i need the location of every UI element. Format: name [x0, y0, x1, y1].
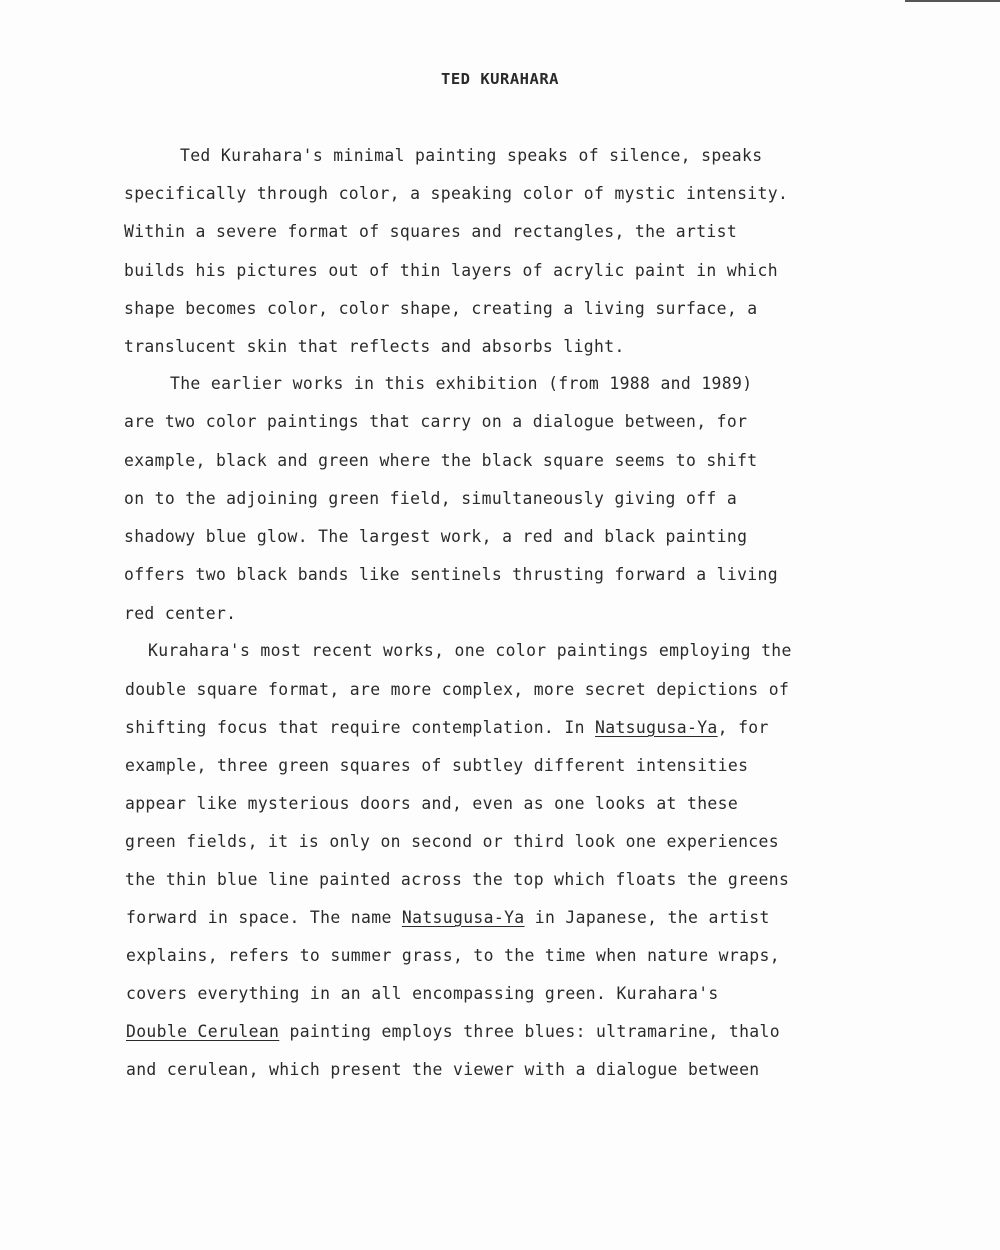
text-line: appear like mysterious doors and, even as one looks at these	[125, 794, 739, 813]
text-line: double square format, are more complex, more secret depictions of	[125, 680, 790, 699]
text-line: Ted Kurahara's minimal painting speaks of silence, speaks	[180, 146, 763, 165]
text-line: shadowy blue glow. The largest work, a red and black painting	[124, 527, 748, 546]
text-line: and cerulean, which present the viewer with a dialogue between	[126, 1060, 760, 1079]
text-line: green fields, it is only on second or third look one experiences	[125, 832, 779, 851]
text-run: painting employs three blues: ultramarine, thalo	[279, 1022, 780, 1041]
text-line: explains, refers to summer grass, to the time when nature wraps,	[126, 946, 780, 965]
text-line: covers everything in an all encompassing green. Kurahara's	[126, 984, 719, 1003]
text-run: shifting focus that require contemplation. In	[125, 718, 596, 737]
corner-rule	[905, 0, 1000, 2]
text-run: in Japanese, the artist	[524, 908, 770, 927]
artwork-title-double-cerulean: Double Cerulean	[126, 1022, 280, 1041]
text-run: forward in space. The name	[126, 908, 402, 927]
text-line: on to the adjoining green field, simultaneously giving off a	[124, 489, 738, 508]
text-line: shape becomes color, color shape, creating a living surface, a	[124, 299, 758, 318]
text-line	[126, 908, 770, 928]
text-line: Kurahara's most recent works, one color paintings employing the	[148, 641, 792, 660]
text-line: specifically through color, a speaking color of mystic intensity.	[124, 184, 789, 203]
artwork-title-natsugusa-ya: Natsugusa-Ya	[401, 908, 525, 927]
text-line: The earlier works in this exhibition (from 1988 and 1989)	[170, 374, 753, 393]
text-line	[125, 718, 769, 738]
text-line: translucent skin that reflects and absorbs light.	[124, 337, 625, 356]
text-line: builds his pictures out of thin layers of acrylic paint in which	[124, 261, 778, 280]
text-line: are two color paintings that carry on a dialogue between, for	[124, 412, 748, 431]
artwork-title-natsugusa-ya: Natsugusa-Ya	[595, 718, 718, 737]
text-line	[126, 1022, 780, 1042]
text-line: red center.	[124, 604, 237, 623]
text-line: Within a severe format of squares and rectangles, the artist	[124, 222, 738, 241]
text-line: example, black and green where the black square seems to shift	[124, 451, 758, 470]
text-line: example, three green squares of subtley different intensities	[125, 756, 749, 775]
text-line: the thin blue line painted across the top which floats the greens	[125, 870, 790, 889]
page-title: TED KURAHARA	[441, 70, 559, 88]
text-line: offers two black bands like sentinels thrusting forward a living	[124, 565, 778, 584]
text-run: , for	[717, 718, 769, 737]
